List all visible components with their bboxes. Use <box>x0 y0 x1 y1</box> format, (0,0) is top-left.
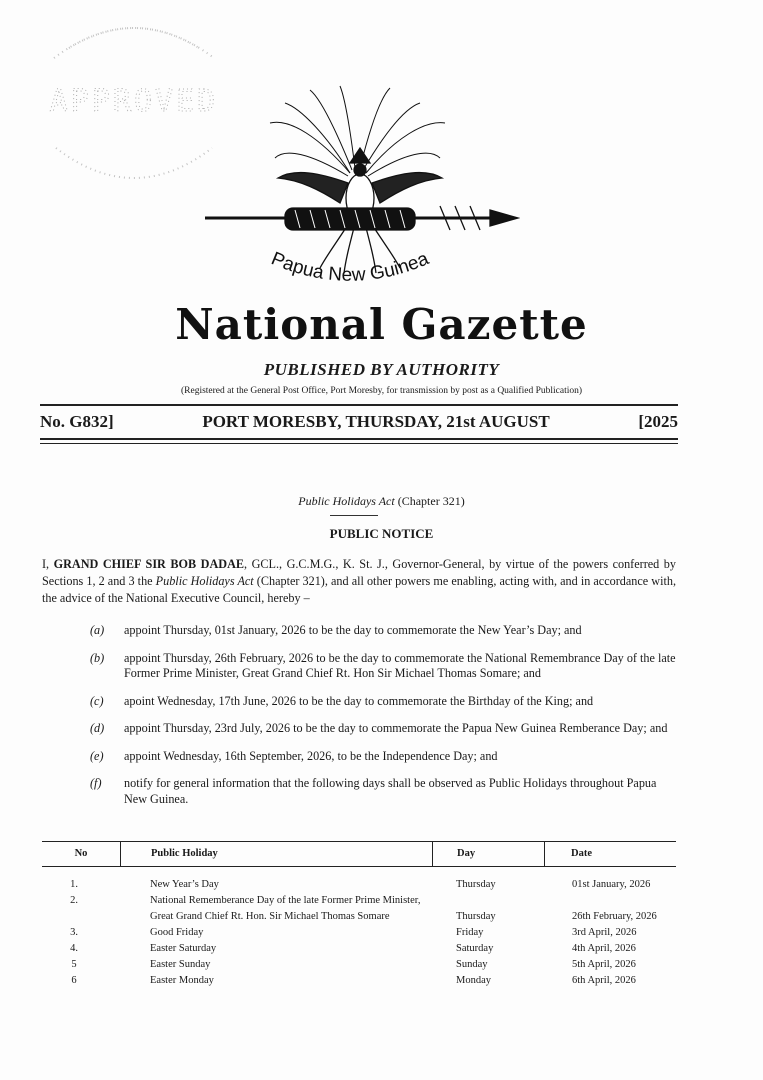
item-label: (b) <box>90 650 105 665</box>
col-header-day: Day <box>432 842 544 866</box>
item-label: (e) <box>90 748 104 763</box>
list-item <box>90 776 680 807</box>
crest-caption: Papua New Guinea <box>268 248 432 286</box>
item-label: (c) <box>90 693 104 708</box>
cell-day: Friday <box>456 927 484 938</box>
item-label: (a) <box>90 623 105 637</box>
preamble-act-name: Public Holidays Act <box>155 574 254 588</box>
item-text: notify for general information that the following days shall be observed as Public Holidays throughout Papua New Guinea. <box>124 776 657 806</box>
cell-date: 26th February, 2026 <box>572 911 657 922</box>
list-item <box>90 694 680 710</box>
item-text: appoint Wednesday, 16th September, 2026, to be the Independence Day; and <box>124 748 498 763</box>
list-item <box>90 623 680 639</box>
cell-day: Monday <box>456 975 491 986</box>
preamble-end: (Chapter 321), and all other powers me enabling, acting with, and in accordance with, the advice of the National Executive Council, hereby – <box>42 574 677 605</box>
cell-date: 3rd April, 2026 <box>572 927 637 938</box>
item-text: appoint Thursday, 23rd July, 2026 to be the day to commemorate the Papua New Guinea Remberance Day; and <box>124 721 668 735</box>
stamp-label: APPROVED <box>49 84 219 119</box>
list-item <box>90 651 680 682</box>
divider-bottom-2 <box>40 443 678 444</box>
cell-day: Saturday <box>456 943 494 954</box>
table-row <box>42 877 676 893</box>
table-header <box>42 841 676 867</box>
cell-day: Sunday <box>456 959 488 970</box>
table-row <box>42 909 676 925</box>
issue-year: [2025 <box>638 412 678 431</box>
list-item <box>90 749 680 765</box>
published-by-authority: PUBLISHED BY AUTHORITY <box>263 360 500 379</box>
cell-holiday: Easter Sunday <box>150 959 211 970</box>
gazette-title: National Gazette <box>175 300 588 349</box>
issue-location-date: PORT MORESBY, THURSDAY, 21st AUGUST <box>202 412 550 431</box>
cell-day <box>432 893 544 909</box>
col-header-no: No <box>74 848 88 859</box>
cell-holiday: National Rememberance Day of the late Former Prime Minister, <box>150 895 421 906</box>
cell-date: 5th April, 2026 <box>572 959 636 970</box>
cell-holiday: Easter Monday <box>150 975 214 986</box>
cell-no <box>42 909 106 925</box>
item-label: (f) <box>90 776 102 790</box>
governor-general-name: GRAND CHIEF SIR BOB DADAE <box>53 557 244 571</box>
issue-bar <box>40 412 678 432</box>
item-text: appoint Thursday, 01st January, 2026 to be the day to commemorate the New Year’s Day; and <box>124 623 582 637</box>
table-row <box>42 941 676 957</box>
cell-no: 4. <box>70 943 78 954</box>
preamble-paragraph <box>42 556 676 607</box>
table-row <box>42 925 676 941</box>
cell-no: 2. <box>70 895 78 906</box>
act-chapter: (Chapter 321) <box>394 494 465 508</box>
png-crest-emblem <box>200 78 520 303</box>
list-item <box>90 721 680 737</box>
cell-holiday: Easter Saturday <box>150 943 217 954</box>
preamble-middle: , GCL., G.C.M.G., K. St. J., Governor-General, by virtue of the powers conferred by Sections 1, 2 and 3 the <box>42 557 676 588</box>
preamble-start: I, <box>42 557 54 571</box>
notice-items <box>90 623 680 819</box>
issue-number: No. G832] <box>40 412 114 431</box>
heading-rule <box>330 515 378 516</box>
holidays-table <box>42 841 676 989</box>
svg-text:Papua New Guinea <box>268 248 432 286</box>
cell-day: Thursday <box>456 879 496 890</box>
act-title <box>0 494 763 509</box>
cell-day: Thursday <box>456 911 496 922</box>
cell-holiday: New Year’s Day <box>150 879 219 890</box>
cell-no: 3. <box>70 927 78 938</box>
table-body <box>42 867 676 989</box>
col-header-holiday: Public Holiday <box>120 842 432 866</box>
divider-bottom-1 <box>40 438 678 440</box>
cell-date: 4th April, 2026 <box>572 943 636 954</box>
cell-date: 6th April, 2026 <box>572 975 636 986</box>
cell-holiday: Great Grand Chief Rt. Hon. Sir Michael Thomas Somare <box>150 911 390 922</box>
cell-holiday: Good Friday <box>150 927 204 938</box>
col-header-date: Date <box>544 842 676 866</box>
cell-no: 5 <box>71 959 77 970</box>
notice-heading: PUBLIC NOTICE <box>329 526 434 541</box>
item-label: (d) <box>90 721 105 735</box>
cell-no: 1. <box>70 879 78 890</box>
table-row <box>42 973 676 989</box>
table-row <box>42 893 676 909</box>
table-row <box>42 957 676 973</box>
item-text: apoint Wednesday, 17th June, 2026 to be the day to commemorate the Birthday of the King; and <box>124 693 594 708</box>
item-text: appoint Thursday, 26th February, 2026 to be the day to commemorate the National Remembrance Day of the late Former Prime Minister, Great Grand Chief Rt. Hon Sir Michael Thomas Somare; and <box>124 650 676 680</box>
cell-no: 6 <box>71 975 77 986</box>
act-name: Public Holidays Act <box>298 494 395 508</box>
divider-top <box>40 404 678 406</box>
cell-date <box>544 893 676 909</box>
cell-date: 01st January, 2026 <box>572 879 651 890</box>
registration-note: (Registered at the General Post Office, Port Moresby, for transmission by post as a Qualified Publication) <box>180 386 583 396</box>
